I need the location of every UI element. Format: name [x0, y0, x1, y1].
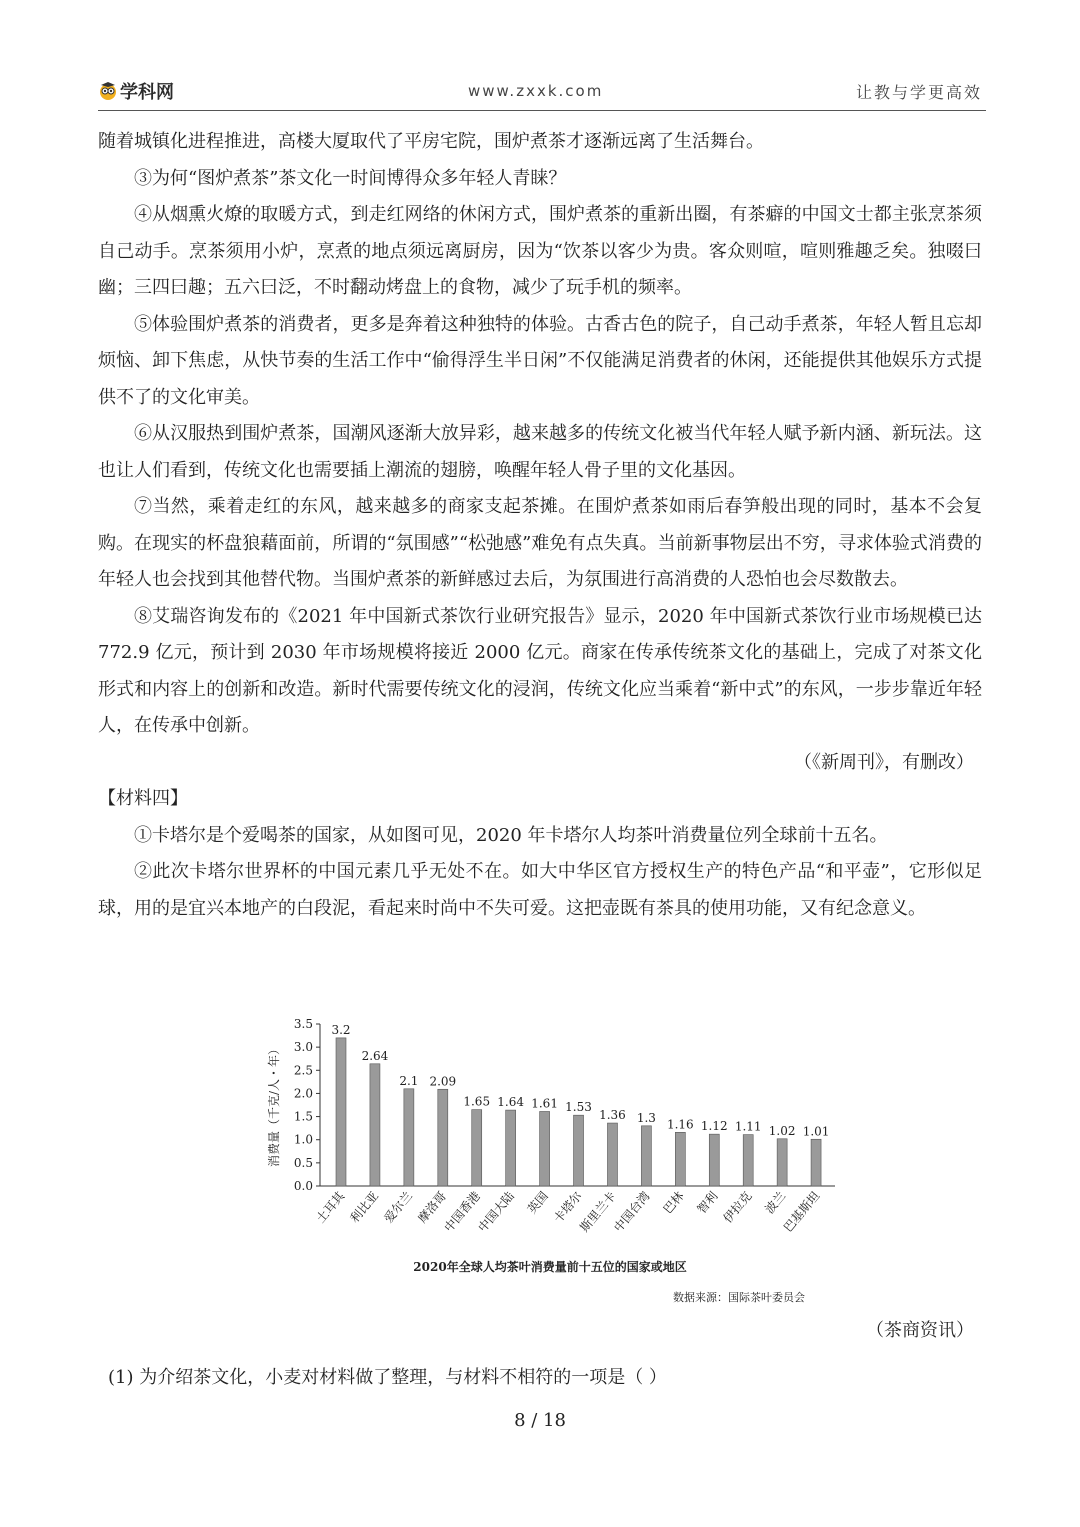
bar-value-label: 1.61	[531, 1096, 558, 1111]
article-body	[98, 124, 982, 927]
section-title: 【材料四】	[98, 788, 188, 809]
bar-value-label: 1.01	[802, 1124, 830, 1139]
bar-value-label: 1.36	[599, 1108, 626, 1123]
paragraph: ②此次卡塔尔世界杯的中国元素几乎无处不在。如大中华区官方授权生产的特色产品“和平壶”，它形似足球，用的是宜兴本地产的白段泥，看起来时尚中不失可爱。这把壶既有茶具的使用功能，又有纪念意义。	[98, 861, 982, 919]
bar-value-label: 1.65	[463, 1094, 491, 1109]
question: (1) 为介绍茶文化，小麦对材料做了整理，与材料不相符的一项是（ ）	[108, 1367, 667, 1388]
page-number: 8 / 18	[514, 1410, 566, 1431]
source-citation: （《新周刊》，有删改）	[794, 751, 974, 773]
bar-value-label: 1.64	[497, 1095, 525, 1110]
bar	[506, 1110, 516, 1186]
category-label: 智利	[694, 1188, 721, 1217]
category-label: 土耳其	[313, 1188, 348, 1226]
category-label: 波兰	[762, 1188, 789, 1217]
category-label: 斯里兰卡	[577, 1188, 619, 1235]
paragraph: ③为何“图炉煮茶”茶文化一时间博得众多年轻人青睐？	[134, 167, 567, 189]
paragraph: ⑦当然，乘着走红的东风，越来越多的商家支起茶摊。在围炉煮茶如雨后春笋般出现的同时，基本不会复购。在现实的杯盘狼藉面前，所谓的“氛围感”“松弛感”难免有点失真。当前新事物层出不穷，寻求体验式消费的年轻人也会找到其他替代物。当围炉煮茶的新鲜感过去后，为氛围进行高消费的人恐怕也会尽数散去。	[98, 496, 982, 590]
bar	[811, 1139, 821, 1186]
bar	[777, 1139, 787, 1186]
y-tick-label: 0.0	[293, 1179, 313, 1193]
y-tick-label: 0.5	[293, 1155, 313, 1170]
bar	[743, 1135, 753, 1186]
bar	[438, 1089, 448, 1186]
y-tick-label: 2.0	[293, 1086, 313, 1101]
paragraph: ⑤体验围炉煮茶的消费者，更多是奔着这种独特的体验。古香古色的院子，自己动手煮茶，年轻人暂且忘却烦恼、卸下焦虑，从快节奏的生活工作中“偷得浮生半日闲”不仅能满足消费者的休闲，还能提供其他娱乐方式提供不了的文化审美。	[98, 313, 982, 408]
y-tick-label: 2.5	[293, 1063, 313, 1078]
category-label: 卡塔尔	[550, 1188, 585, 1226]
chart-title: 2020年全球人均茶叶消费量前十五位的国家或地区	[413, 1260, 687, 1274]
bar-value-label: 1.11	[734, 1119, 762, 1134]
chart-svg	[260, 1014, 840, 1314]
category-label: 摩洛哥	[415, 1188, 450, 1226]
category-label: 爱尔兰	[381, 1188, 416, 1226]
paragraph: ①卡塔尔是个爱喝茶的国家，从如图可见，2020 年卡塔尔人均茶叶消费量位列全球前十五名。	[134, 824, 888, 846]
page-header	[98, 74, 986, 111]
chart-source: 数据来源：国际茶叶委员会	[673, 1291, 805, 1304]
category-label: 中国大陆	[475, 1188, 517, 1235]
paragraph: 随着城镇化进程推进，高楼大厦取代了平房宅院，围炉煮茶才逐渐远离了生活舞台。	[98, 131, 764, 152]
owl-logo-icon	[98, 81, 118, 101]
bar-value-label: 1.3	[636, 1110, 656, 1125]
bar	[472, 1110, 482, 1186]
category-label: 巴林	[660, 1188, 687, 1217]
bar	[607, 1123, 617, 1186]
logo-text: 学科网	[120, 82, 174, 103]
bar-value-label: 1.12	[700, 1119, 728, 1134]
category-label: 利比亚	[347, 1188, 382, 1226]
y-tick-label: 1.0	[293, 1132, 313, 1147]
paragraph: ⑥从汉服热到围炉煮茶，国潮风逐渐大放异彩，越来越多的传统文化被当代年轻人赋予新内涵、新玩法。这也让人们看到，传统文化也需要插上潮流的翅膀，唤醒年轻人骨子里的文化基因。	[98, 423, 982, 481]
category-label: 英国	[524, 1188, 551, 1217]
category-label: 中国台湾	[611, 1188, 653, 1235]
bar	[574, 1115, 584, 1186]
slogan: 让教与学更高效	[855, 83, 982, 102]
bar-value-label: 2.1	[399, 1073, 419, 1088]
paragraph: ④从烟熏火燎的取暖方式，到走红网络的休闲方式，围炉煮茶的重新出圈，有茶癖的中国文士都主张烹茶须自己动手。烹茶须用小炉，烹煮的地点须远离厨房，因为“饮茶以客少为贵。客众则喧，喧则雅趣乏矣。独啜曰幽；三四曰趣；五六曰泛，不时翻动烤盘上的食物，减少了玩手机的频率。	[98, 204, 982, 298]
bar	[641, 1126, 651, 1186]
category-label: 中国香港	[441, 1188, 484, 1235]
bar	[370, 1064, 380, 1186]
bar	[404, 1089, 414, 1186]
bar	[675, 1132, 685, 1186]
bar-chart	[260, 1014, 840, 1314]
category-label: 巴基斯坦	[780, 1188, 823, 1235]
source-citation: （茶商资讯）	[866, 1320, 974, 1341]
y-tick-label: 3.0	[293, 1040, 313, 1055]
bar	[709, 1134, 719, 1186]
bar	[336, 1038, 346, 1186]
paragraph: ⑧艾瑞咨询发布的《2021 年中国新式茶饮行业研究报告》显示，2020 年中国新式茶饮行业市场规模已达 772.9 亿元，预计到 2030 年市场规模将接近 2000 亿元。商家在传承传统茶文化的基础上，完成了对茶文化形式和内容上的创新和改造。新时代需要传统文化的浸润，传统文化应当乘着“新中式”的东风，一步步靠近年轻人，在传承中创新。	[98, 605, 982, 736]
y-tick-label: 3.5	[293, 1017, 313, 1031]
bar-value-label: 1.16	[666, 1117, 694, 1132]
bar-value-label: 2.09	[429, 1074, 457, 1089]
bar	[540, 1111, 550, 1186]
y-axis-label: 消费量（千克/人・年）	[267, 1042, 281, 1168]
category-label: 伊拉克	[720, 1188, 755, 1226]
bar-value-label: 1.02	[768, 1123, 796, 1138]
logo[interactable]	[98, 78, 174, 104]
bar-value-label: 2.64	[361, 1048, 389, 1063]
bar-value-label: 1.53	[565, 1100, 592, 1115]
site-url[interactable]: www.zxxk.com	[468, 82, 604, 100]
y-tick-label: 1.5	[293, 1109, 313, 1124]
bar-value-label: 3.2	[331, 1022, 351, 1037]
